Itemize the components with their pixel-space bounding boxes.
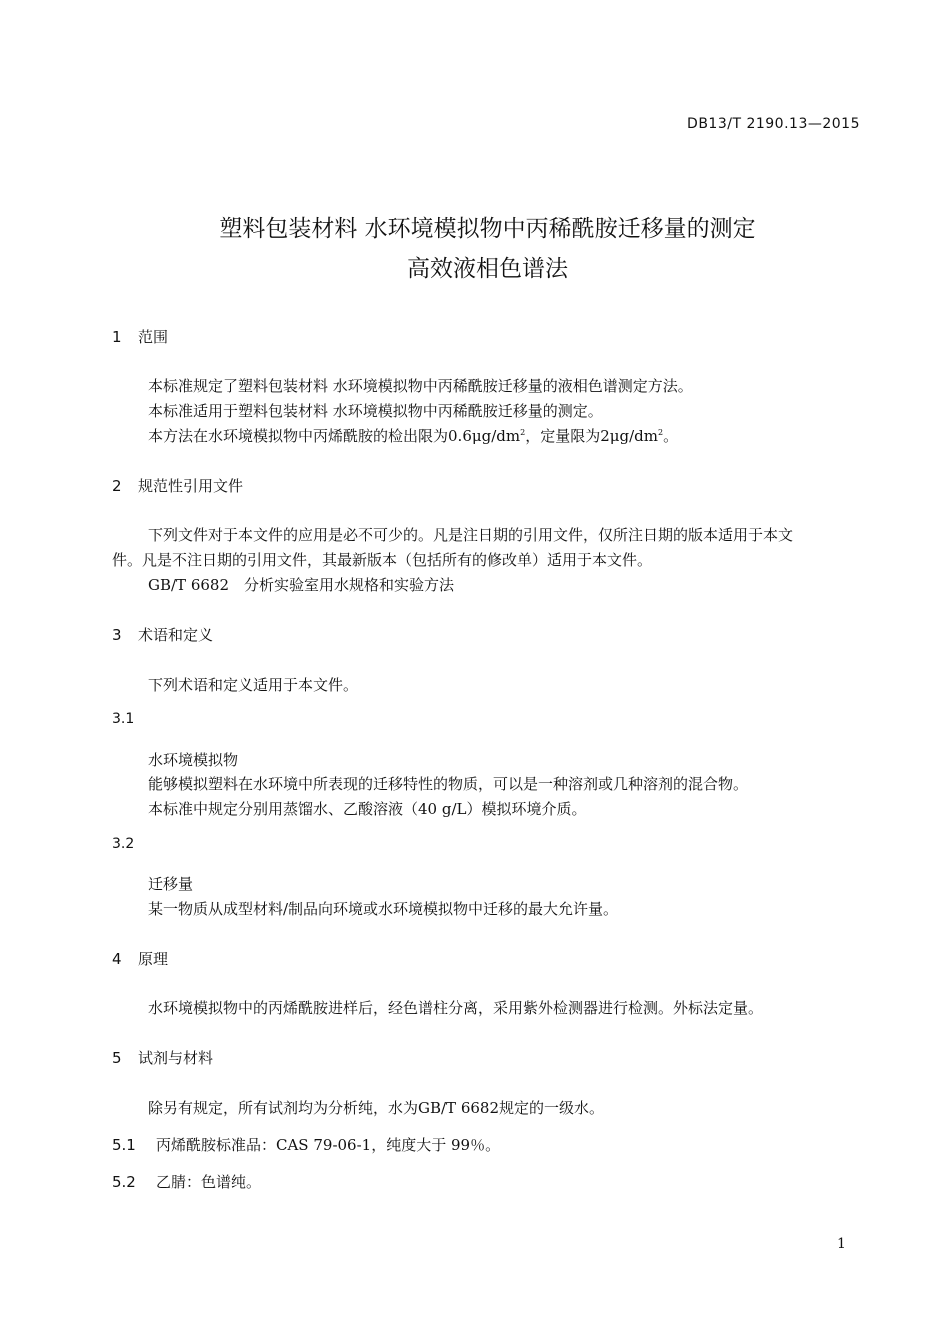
page-number: 1 [837, 1236, 846, 1252]
section-heading-principle [112, 948, 168, 969]
paragraph: 下列术语和定义适用于本文件。 [148, 676, 359, 694]
term-number: 3.2 [112, 836, 135, 852]
item-text: 丙烯酰胺标准品：CAS 79-06-1，纯度大于 99％。 [156, 1136, 501, 1154]
section-number: 4 [112, 950, 122, 968]
item-number: 5.1 [112, 1136, 136, 1154]
term-definition: 本标准中规定分别用蒸馏水、乙酸溶液（40 g/L）模拟环境介质。 [148, 800, 587, 818]
paragraph: 本标准适用于塑料包装材料 水环境模拟物中丙稀酰胺迁移量的测定。 [148, 402, 603, 420]
term-number: 3.1 [112, 711, 135, 727]
reagent-item [112, 1171, 261, 1192]
section-number: 2 [112, 477, 122, 495]
paragraph: 下列文件对于本文件的应用是必不可少的。凡是注日期的引用文件，仅所注日期的版本适用于本文 [148, 526, 794, 544]
item-text: 乙腈：色谱纯。 [156, 1173, 262, 1191]
section-heading-terms [112, 624, 213, 645]
document-code: DB13/T 2190.13—2015 [687, 116, 860, 132]
title-line-1: 塑料包装材料 水环境模拟物中丙稀酰胺迁移量的测定 [219, 216, 756, 242]
section-heading-reagents [112, 1047, 213, 1068]
section-heading-scope [112, 326, 168, 347]
section-title: 范围 [138, 328, 169, 346]
term-definition: 能够模拟塑料在水环境中所表现的迁移特性的物质，可以是一种溶剂或几种溶剂的混合物。 [148, 775, 749, 793]
term-name: 水环境模拟物 [148, 751, 239, 769]
reference-entry: GB/T 6682 分析实验室用水规格和实验方法 [148, 576, 455, 594]
reagent-item [112, 1134, 500, 1155]
title-line-2: 高效液相色谱法 [407, 256, 568, 282]
paragraph: 除另有规定，所有试剂均为分析纯，水为GB/T 6682规定的一级水。 [148, 1099, 605, 1117]
section-title: 原理 [138, 950, 169, 968]
paragraph: 水环境模拟物中的丙烯酰胺进样后，经色谱柱分离，采用紫外检测器进行检测。外标法定量。 [148, 999, 764, 1017]
term-definition: 某一物质从成型材料/制品向环境或水环境模拟物中迁移的最大允许量。 [148, 900, 619, 918]
term-name: 迁移量 [148, 875, 194, 893]
section-number: 3 [112, 626, 122, 644]
item-number: 5.2 [112, 1173, 136, 1191]
section-title: 术语和定义 [138, 626, 214, 644]
section-number: 5 [112, 1049, 122, 1067]
paragraph-detection-limit: 本方法在水环境模拟物中丙烯酰胺的检出限为$0.6\mu g/dm^2$，定量限为$2\mu g/dm^2$。 [148, 427, 679, 445]
section-heading-refs [112, 475, 243, 496]
paragraph: 本标准规定了塑料包装材料 水环境模拟物中丙稀酰胺迁移量的液相色谱测定方法。 [148, 377, 693, 395]
section-title: 规范性引用文件 [138, 477, 244, 495]
section-number: 1 [112, 328, 122, 346]
paragraph: 件。凡是不注日期的引用文件，其最新版本（包括所有的修改单）适用于本文件。 [112, 551, 653, 569]
section-title: 试剂与材料 [138, 1049, 214, 1067]
